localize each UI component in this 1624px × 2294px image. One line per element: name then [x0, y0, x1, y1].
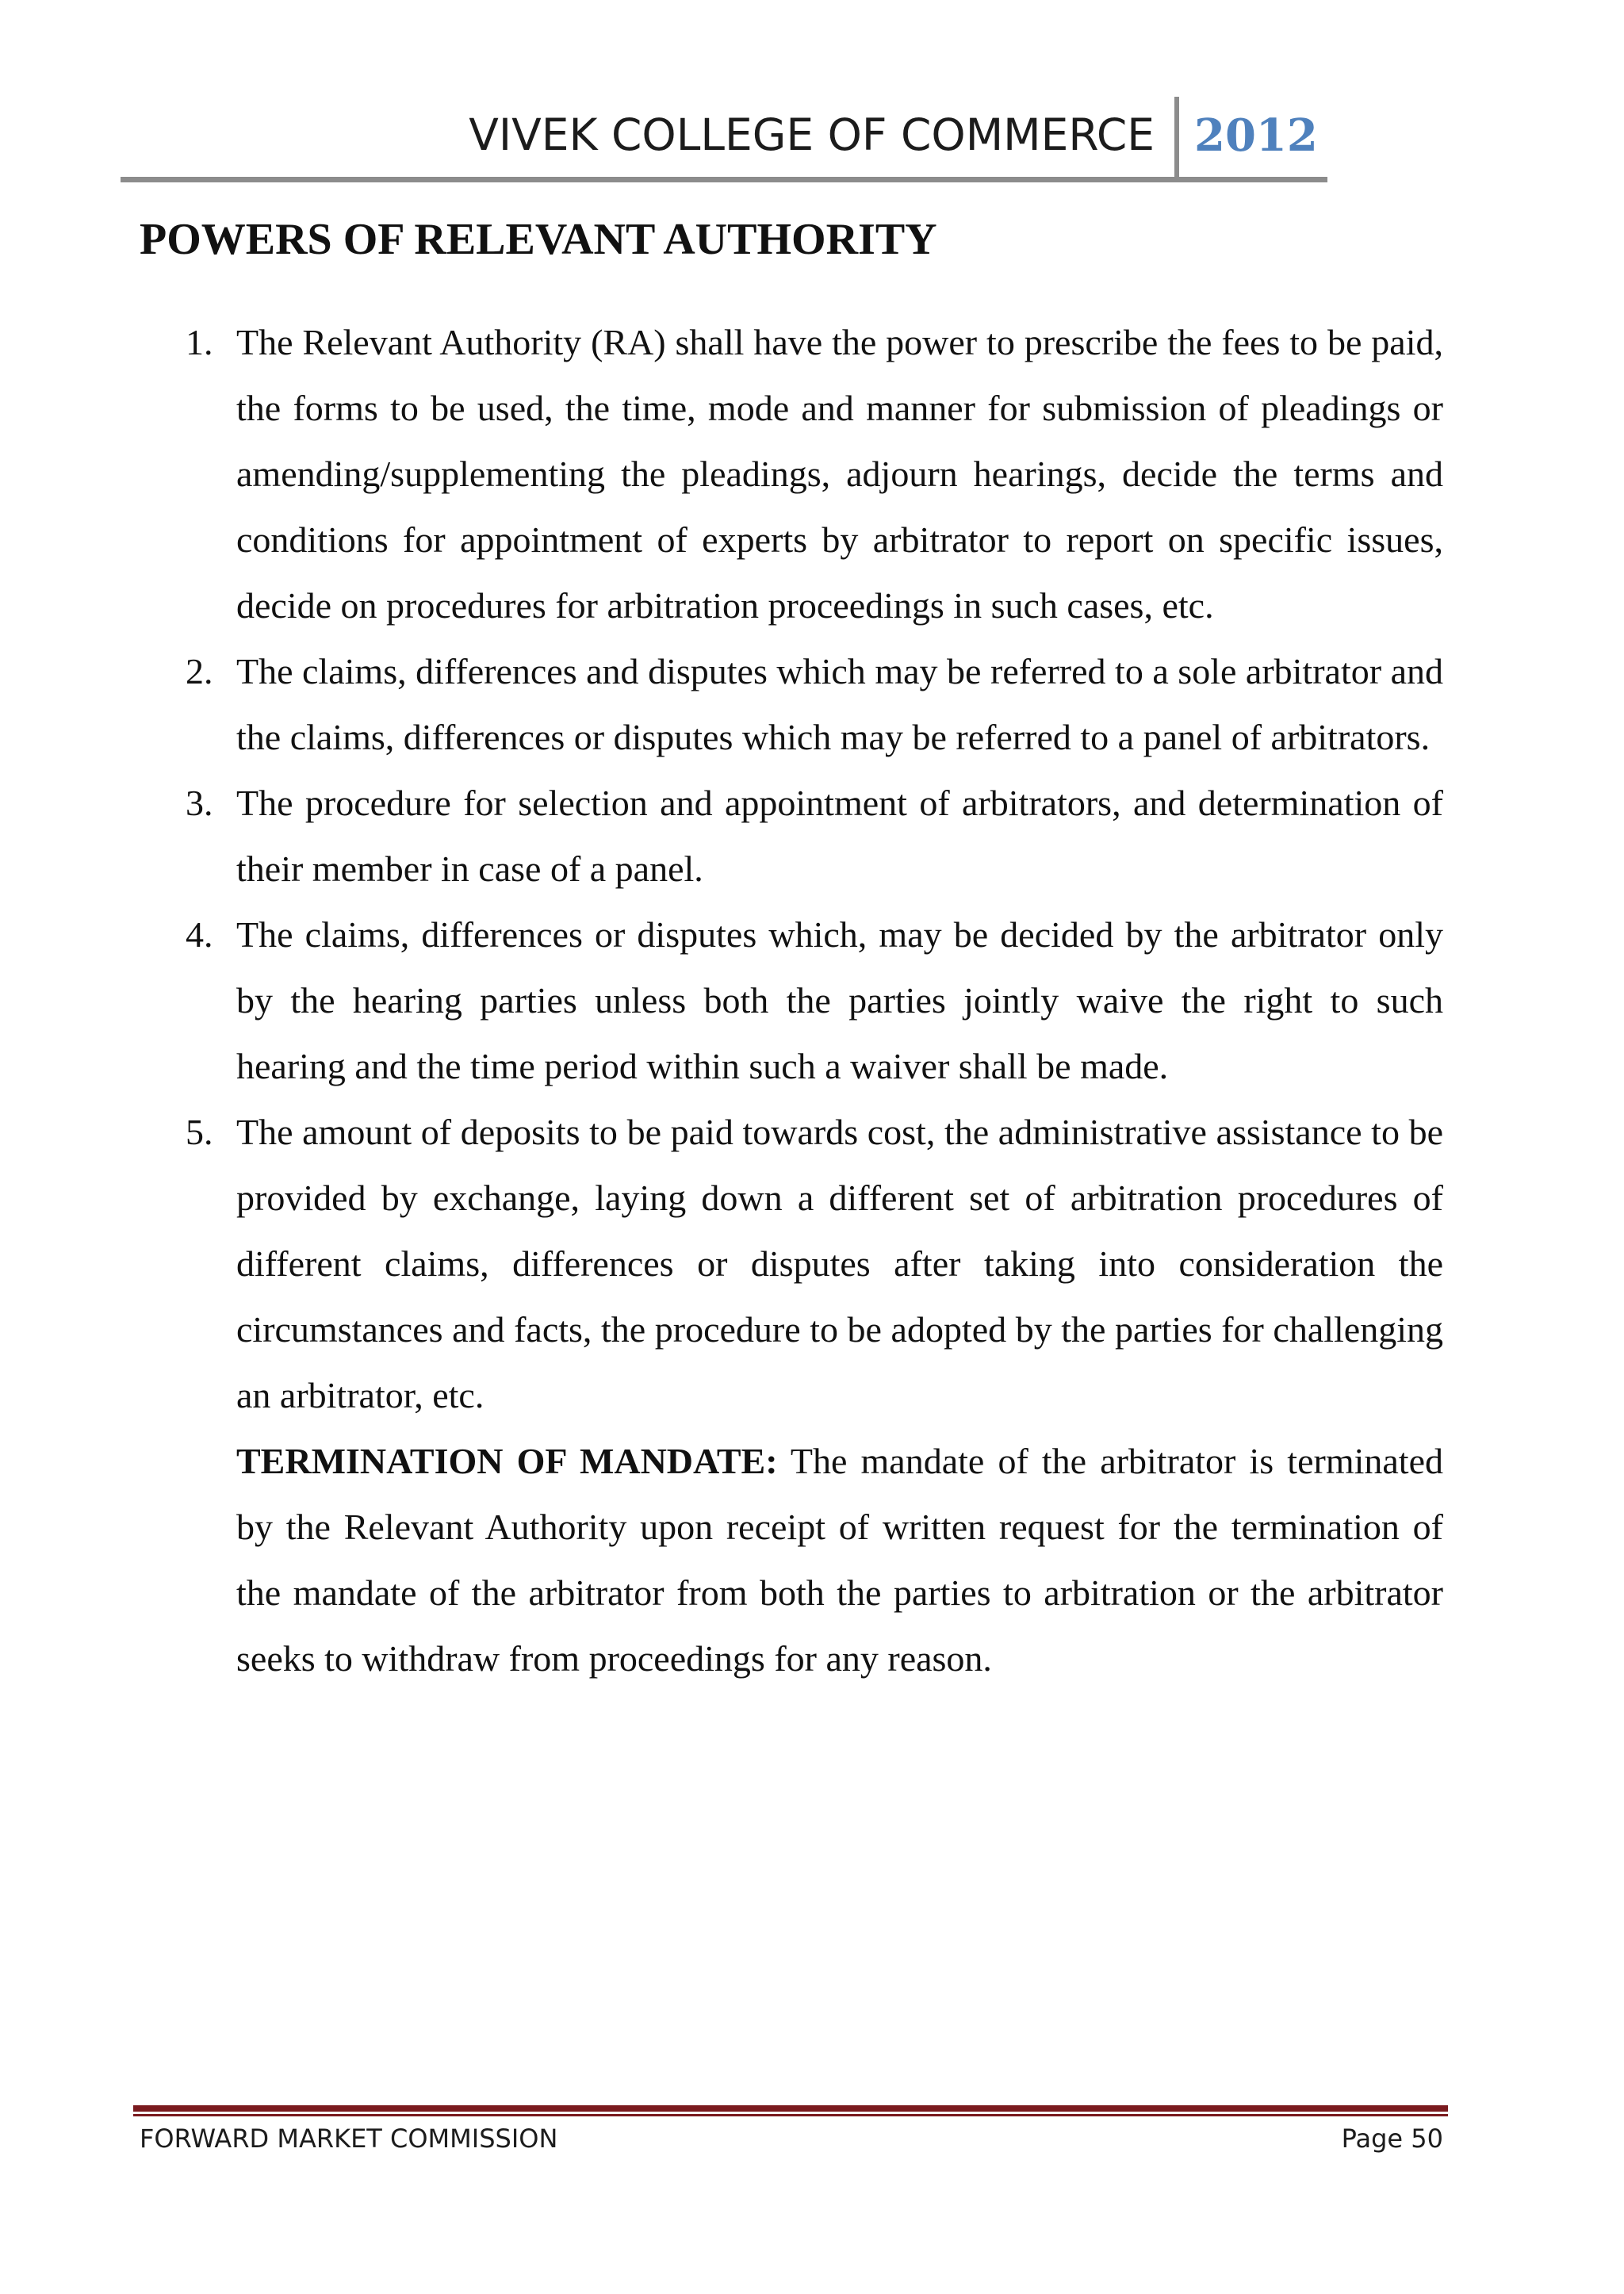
footer-rule-thin [133, 2114, 1448, 2116]
termination-text: The mandate of the arbitrator is terminated by the Relevant Authority upon receipt of written request for the termination of the mandate of the arbitrator from both the parties to arbitration or the arbitrator seeks to withdraw from proceedings for any reason. [236, 1441, 1444, 1679]
list-item-text: The amount of deposits to be paid towards cost, the administrative assistance to be provided by exchange, laying down a different set of arbitration procedures of different claims, differences or disputes after taking into consideration the circumstances and facts, the procedure to be adopted by the parties for challenging an arbitrator, etc. [236, 1112, 1443, 1415]
page-header [121, 94, 1327, 182]
list-item [186, 309, 1443, 638]
header-divider [1174, 97, 1179, 179]
list-item-number: 2. [186, 651, 213, 691]
header-college-name: VIVEK COLLEGE OF COMMERCE [469, 109, 1155, 160]
list-item-number: 1. [186, 322, 213, 362]
footer-publisher: FORWARD MARKET COMMISSION [140, 2124, 558, 2154]
page-number: Page 50 [1341, 2124, 1443, 2154]
footer-rule-thick [133, 2105, 1448, 2112]
header-year: 2012 [1194, 109, 1318, 162]
list-item-number: 4. [186, 914, 213, 955]
list-item-text: The procedure for selection and appointment of arbitrators, and determination of their member in case of a panel. [236, 783, 1443, 889]
list-item [186, 1099, 1443, 1428]
list-item-number: 3. [186, 783, 213, 823]
list-item [186, 770, 1443, 902]
list-item [186, 638, 1443, 770]
termination-paragraph [236, 1428, 1443, 1691]
list-item [186, 902, 1443, 1099]
list-item-number: 5. [186, 1112, 213, 1152]
footer-rule [133, 2105, 1448, 2116]
document-body [186, 309, 1444, 1691]
section-title: POWERS OF RELEVANT AUTHORITY [140, 215, 937, 264]
list-item-text: The claims, differences and disputes which may be referred to a sole arbitrator and the claims, differences or disputes which may be referred to a panel of arbitrators. [236, 651, 1443, 757]
list-item-text: The claims, differences or disputes which, may be decided by the arbitrator only by the hearing parties unless both the parties jointly waive the right to such hearing and the time period within such a waiver shall be made. [236, 914, 1443, 1086]
list-item-text: The Relevant Authority (RA) shall have the power to prescribe the fees to be paid, the forms to be used, the time, mode and manner for submission of pleadings or amending/supplementing the pleadings, adjourn hearings, decide the terms and conditions for appointment of experts by arbitrator to report on specific issues, decide on procedures for arbitration proceedings in such cases, etc. [236, 322, 1443, 626]
termination-heading: TERMINATION OF MANDATE: [236, 1441, 778, 1481]
